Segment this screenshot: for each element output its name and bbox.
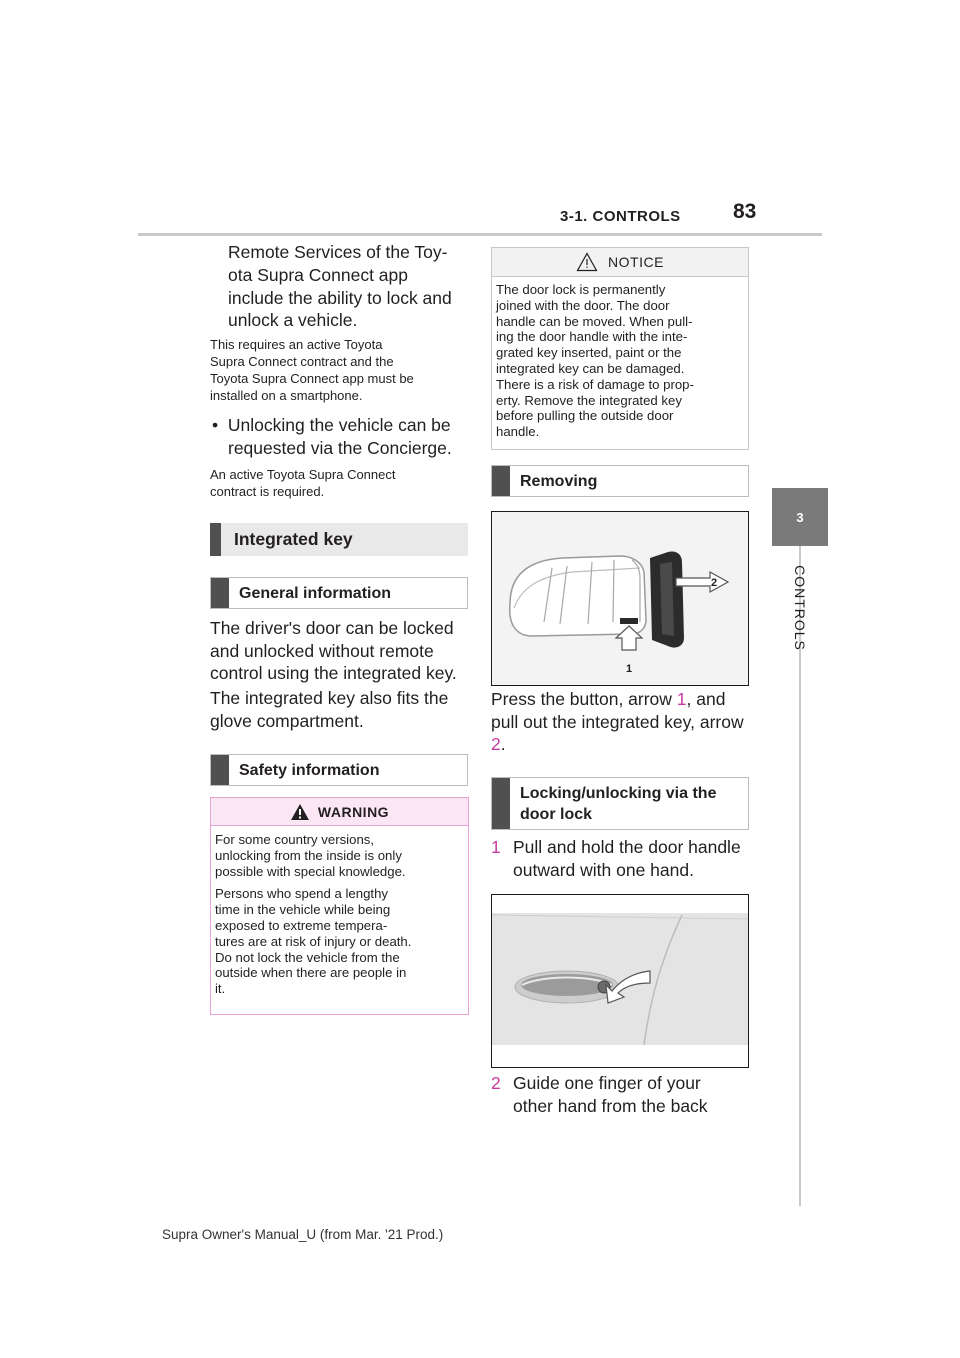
concierge-note: An active Toyota Supra Connect contract is required. <box>210 467 396 499</box>
caution-triangle-icon <box>576 252 598 272</box>
general-paragraph-2: The integrated key also fits the glove compartment. <box>210 688 449 731</box>
callout-2: 2 <box>711 577 718 589</box>
warning-header: WARNING <box>211 798 468 826</box>
step-2: 2 Guide one finger of your other hand from the back <box>491 1073 708 1116</box>
intro-note: This requires an active Toyota Supra Connect contract and the Toyota Supra Connect app must be installed on a smartphone. <box>210 337 414 403</box>
notice-header: NOTICE <box>492 248 748 277</box>
warning-triangle-icon <box>290 803 310 821</box>
header-rule <box>138 233 822 236</box>
chapter-number: 3 <box>796 509 804 525</box>
footer-manual-title: Supra Owner's Manual_U (from Mar. '21 Prod.) <box>162 1227 444 1242</box>
warning-body: For some country versions, unlocking from the inside is only possible with special knowledge. Persons who spend a lengthy time in the vehicle while being exposed to extreme tempera- tures are at risk of injury or death. Do not lock the vehicle from the outside when there are people in it. <box>215 832 412 997</box>
heading-integrated-key: Integrated key <box>210 523 468 556</box>
step-1-number: 1 <box>491 837 501 857</box>
step-1: 1 Pull and hold the door handle outward with one hand. <box>491 837 741 880</box>
section-title: 3-1. CONTROLS <box>560 208 681 225</box>
callout-1: 1 <box>626 663 633 675</box>
heading-safety-information: Safety information <box>210 754 468 786</box>
chapter-label: CONTROLS <box>792 565 808 651</box>
door-handle-figure <box>491 894 749 1068</box>
page-number: 83 <box>733 200 757 223</box>
general-paragraph-1: The driver's door can be locked and unlocked without remote control using the integrated key. <box>210 618 457 683</box>
warning-box <box>210 797 469 1015</box>
chapter-tab[interactable] <box>772 488 828 546</box>
removing-instruction: Press the button, arrow 1, and pull out the integrated key, arrow 2. <box>491 689 744 754</box>
heading-removing: Removing <box>491 465 749 497</box>
notice-body: The door lock is permanently joined with the door. The door handle can be moved. When pull- ing the door handle with the inte- grated key inserted, paint or the integrated key can be damaged. There is a risk of damage to prop- erty. Remove the integrated key before pulling the outside door handle. <box>496 282 694 440</box>
step-2-number: 2 <box>491 1073 501 1093</box>
arrow-1-ref: 1 <box>676 689 687 709</box>
heading-locking-unlocking: Locking/unlocking via the door lock <box>491 777 749 830</box>
arrow-2-ref: 2 <box>491 734 501 754</box>
concierge-bullet: • Unlocking the vehicle can be requested via the Concierge. <box>212 415 452 458</box>
heading-general-information: General information <box>210 577 468 609</box>
intro-bullet: Remote Services of the Toy- ota Supra Connect app include the ability to lock and unlock a vehicle. <box>228 242 452 331</box>
key-removal-figure <box>491 511 749 686</box>
notice-box <box>491 247 749 450</box>
